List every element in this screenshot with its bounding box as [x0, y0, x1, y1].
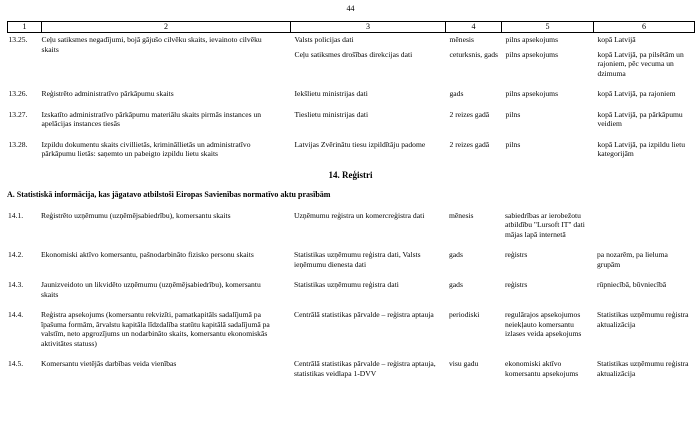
- cell-coverage: reģistrs: [505, 280, 528, 290]
- cell-number: 13.26.: [8, 89, 28, 99]
- cell-description: Reģistrēto uzņēmumu (uzņēmējsabiedrību), komersantu skaits: [41, 210, 231, 220]
- cell-number: 13.25.: [8, 35, 28, 45]
- cell-periodicity: mēnesis: [449, 35, 474, 45]
- table-row: [8, 138, 695, 168]
- cell-description: Jaunizveidoto un likvidēto uzņēmumu (uzņēmējsabiedrību), komersantu skaits: [41, 280, 261, 299]
- statistics-table-part2: [7, 209, 694, 387]
- cell-description: Ekonomiski aktīvo komersantu, pašnodarbināto fizisko personu skaits: [41, 250, 254, 260]
- table-row: [7, 248, 694, 278]
- cell-source: Centrālā statistikas pārvalde – reģistra aptauja, statistikas veidlapa 1-DVV: [294, 359, 436, 378]
- cell-coverage: regulārajos apsekojumos neiekļauto komersantu izlases veida apsekojums: [505, 310, 582, 339]
- section-title: 14. Reģistri: [328, 169, 373, 180]
- cell-breakdown: Statistikas uzņēmumu reģistra aktualizācija: [597, 310, 689, 329]
- cell-periodicity: ceturksnis, gads: [449, 49, 499, 59]
- cell-coverage: pilns apsekojums: [505, 35, 559, 45]
- column-header-4: 4: [446, 22, 502, 33]
- cell-coverage: pilns: [505, 139, 521, 149]
- cell-source: Statistikas uzņēmumu reģistra dati: [294, 280, 399, 290]
- cell-source: Ceļu satiksmes drošības direkcijas dati: [294, 49, 413, 59]
- cell-number: 14.1.: [8, 210, 24, 220]
- cell-description: Reģistrēto administratīvo pārkāpumu skaits: [41, 89, 174, 99]
- cell-coverage: pilns: [505, 109, 521, 119]
- cell-breakdown: [593, 209, 694, 248]
- table-row: [7, 209, 694, 248]
- cell-description: Izskatīto administratīvo pārkāpumu materiālu skaits pirmās instances un apelācijas instances tiesās: [41, 109, 262, 129]
- column-header-6: 6: [594, 22, 695, 33]
- column-header-3: 3: [291, 22, 446, 33]
- cell-source: Latvijas Zvērinātu tiesu izpildītāju padome: [294, 139, 426, 149]
- table-row: [7, 308, 694, 357]
- cell-breakdown: kopā Latvijā, pa rajoniem: [597, 89, 676, 99]
- cell-description: Izpildu dokumentu skaits civillietās, krimināllietās un administratīvo pārkāpumu lietās: saņemto un pabeigto izpildu lietu skaits: [41, 139, 251, 159]
- cell-breakdown: kopā Latvijā, pa izpildu lietu kategorijām: [597, 139, 686, 159]
- table-row: [7, 278, 694, 308]
- cell-source: Uzņēmumu reģistra un komercreģistra dati: [294, 210, 425, 220]
- cell-coverage: pilns apsekojums: [505, 89, 559, 99]
- cell-coverage: pilns apsekojums: [505, 49, 559, 59]
- cell-number: 14.5.: [8, 359, 24, 369]
- table-header-row: [8, 22, 695, 33]
- statistics-table-part1: [7, 21, 695, 168]
- column-header-2: 2: [42, 22, 291, 33]
- cell-periodicity: mēnesis: [449, 210, 474, 220]
- cell-periodicity: gads: [449, 89, 464, 99]
- cell-source: Centrālā statistikas pārvalde – reģistra aptauja: [294, 310, 434, 320]
- table-row: [8, 87, 695, 107]
- cell-source: Valsts policijas dati: [294, 35, 354, 45]
- cell-source: Iekšlietu ministrijas dati: [294, 89, 368, 99]
- cell-breakdown: rūpniecībā, būvniecībā: [597, 280, 667, 290]
- subsection-title: A. Statistiskā informācija, kas jāgatavo atbilstoši Eiropas Savienības normatīvo aktu prasībām: [7, 189, 331, 199]
- cell-breakdown: pa nozarēm, pa lieluma grupām: [597, 250, 668, 269]
- cell-breakdown: kopā Latvijā: [597, 35, 636, 45]
- cell-periodicity: gads: [449, 280, 463, 290]
- cell-description: Komersantu vietējās darbības veida vienības: [41, 359, 177, 369]
- column-header-5: 5: [502, 22, 594, 33]
- cell-periodicity: gads: [449, 250, 463, 260]
- cell-breakdown: Statistikas uzņēmumu reģistra aktualizācija: [597, 359, 689, 378]
- cell-description: Ceļu satiksmes negadījumi, bojā gājušo cilvēku skaits, ievainoto cilvēku skaits: [41, 35, 262, 54]
- cell-source: Statistikas uzņēmumu reģistra dati, Valsts ieņēmumu dienesta dati: [294, 250, 421, 269]
- cell-periodicity: 2 reizes gadā: [449, 109, 490, 119]
- cell-coverage: ekonomiski aktīvo komersantu apsekojums: [505, 359, 579, 378]
- cell-description: Reģistra apsekojums (komersantu rekvizīti, pamatkapitāls sadalījumā pa īpašuma formām, ārvalstu kapitāla līdzdalība statūtu kapitālā sadalījumā pa valstīm, neto apgrozījums un nodarbināto skaits, komersantu ekonomiskās aktivitātes statuss): [41, 310, 270, 348]
- cell-periodicity: visu gadu: [449, 359, 479, 369]
- cell-number: 14.2.: [8, 250, 24, 260]
- cell-breakdown: kopā Latvijā, pa pārkāpumu veidiem: [597, 109, 683, 129]
- column-header-1: 1: [8, 22, 42, 33]
- table-row: [8, 108, 695, 138]
- cell-breakdown: kopā Latvijā, pa pilsētām un rajoniem, pēc vecuma un dzimuma: [597, 49, 684, 78]
- cell-coverage: sabiedrības ar ierobežotu atbildību "Lursoft IT" dati mājas lapā internetā: [505, 210, 585, 239]
- cell-periodicity: 2 reizes gadā: [449, 139, 490, 149]
- cell-number: 13.28.: [8, 139, 28, 149]
- cell-source: Tieslietu ministrijas dati: [294, 109, 369, 119]
- table-row: [7, 357, 694, 387]
- table-row: [8, 33, 695, 48]
- cell-number: 14.3.: [8, 280, 24, 290]
- cell-number: 14.4.: [8, 310, 24, 320]
- cell-coverage: reģistrs: [505, 250, 528, 260]
- cell-number: 13.27.: [8, 109, 28, 119]
- cell-periodicity: periodiski: [449, 310, 480, 320]
- page-number: 44: [346, 4, 355, 13]
